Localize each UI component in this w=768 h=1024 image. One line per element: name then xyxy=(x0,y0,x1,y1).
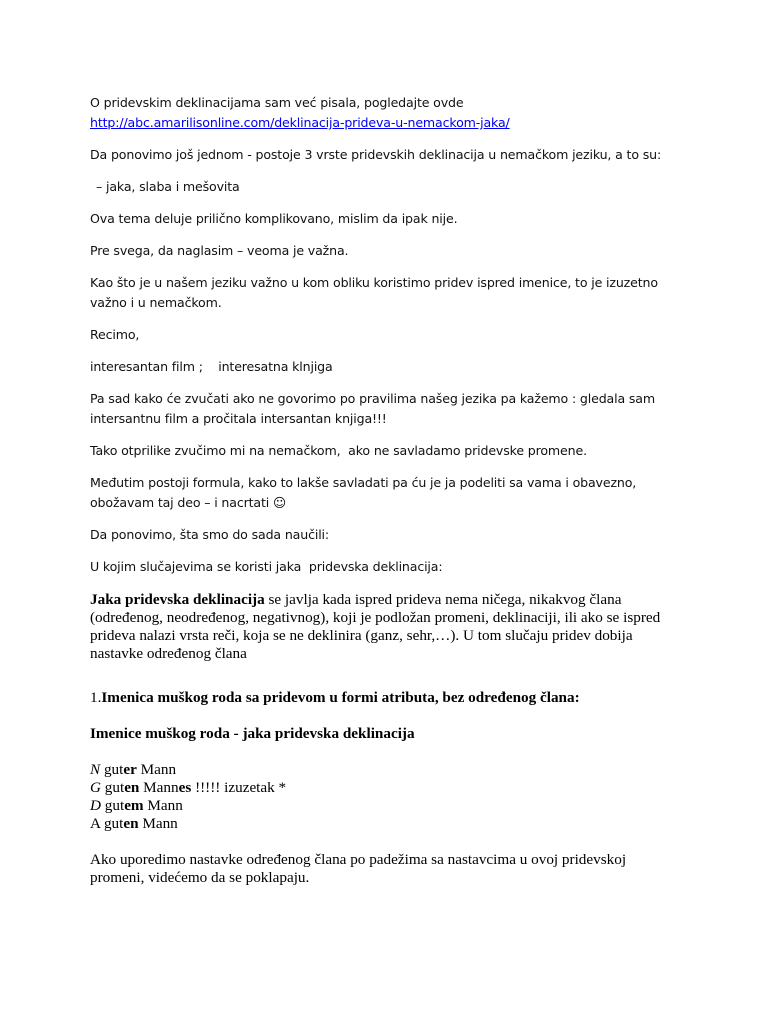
paragraph-compare: Ako uporedimo nastavke određenog člana po padežima sa nastavcima u ovoj pridevskoj promeni, videćemo da se poklapaju. xyxy=(90,851,627,886)
paragraph-types: – jaka, slaba i mešovita xyxy=(96,179,240,194)
paragraph-example: interesantan film ; interesatna klnjiga xyxy=(90,359,333,374)
section-number: 1. xyxy=(90,689,102,706)
subheading-text: Imenice muškog roda - jaka pridevska deklinacija xyxy=(90,725,415,742)
paragraph-roughly: Tako otprilike zvučimo mi na nemačkom, ako ne savladamo pridevske promene. xyxy=(90,443,587,458)
case-label: N xyxy=(90,761,101,778)
paragraph-formula: Međutim postoji formula, kako to lakše savladati pa ću je ja podeliti sa vama i obavezno, obožavam taj deo – i nacrtati ☺ xyxy=(90,475,637,510)
noun: Mann xyxy=(138,815,178,832)
declension-row-accusative xyxy=(90,815,680,833)
adjective-ending: em xyxy=(124,797,144,814)
adjective-stem: gut xyxy=(100,761,124,778)
declension-row-genitive xyxy=(90,779,680,797)
paragraph-learned: Da ponovimo, šta smo do sada naučili: xyxy=(90,527,329,542)
intro-text: O pridevskim deklinacijama sam već pisala, pogledajte ovde xyxy=(90,95,464,110)
noun: Mann xyxy=(143,797,183,814)
paragraph-repeat: Da ponovimo još jednom - postoje 3 vrste pridevskih deklinacija u nemačkom jeziku, a to su: xyxy=(90,147,662,162)
adjective-ending: en xyxy=(124,779,140,796)
strong-declension-definition xyxy=(90,591,680,663)
adjective-stem: gut xyxy=(100,797,125,814)
strong-declension-text: se javlja kada ispred prideva nema ničega, nikakvog člana (određenog, neodređenog, negativnog), koji je podložan promeni, deklinaciji, ili ako se ispred prideva nalazi vrsta reči, koja se ne deklinira (ganz, sehr,…). U tom slučaju pridev dobija nastavke određenog člana xyxy=(90,591,661,662)
intro-paragraph xyxy=(90,93,680,133)
adjective-stem: gut xyxy=(100,815,124,832)
paragraph-important: Pre svega, da naglasim – veoma je važna. xyxy=(90,243,349,258)
noun: Mann xyxy=(139,779,179,796)
declension-link[interactable]: http://abc.amarilisonline.com/deklinacija-prideva-u-nemackom-jaka/ xyxy=(90,115,510,130)
case-label: D xyxy=(90,797,101,814)
paragraph-cases: U kojim slučajevima se koristi jaka pridevska deklinacija: xyxy=(90,559,443,574)
adjective-stem: gut xyxy=(100,779,125,796)
paragraph-say: Recimo, xyxy=(90,327,140,342)
paragraph-language: Kao što je u našem jeziku važno u kom obliku koristimo pridev ispred imenice, to je izuzetno važno i u nemačkom. xyxy=(90,275,658,310)
adjective-ending: er xyxy=(123,761,137,778)
paragraph-sound: Pa sad kako će zvučati ako ne govorimo po pravilima našeg jezika pa kažemo : gledala sam intersantnu film a pročitala intersantan knjiga!!! xyxy=(90,391,655,426)
section-subheading xyxy=(90,725,680,743)
section-title: Imenica muškog roda sa pridevom u formi atributa, bez određenog člana: xyxy=(101,689,580,706)
declension-row-nominative xyxy=(90,761,680,779)
noun: Mann xyxy=(136,761,177,778)
paragraph-topic: Ova tema deluje prilično komplikovano, mislim da ipak nije. xyxy=(90,211,458,226)
case-label: A xyxy=(90,815,101,832)
declension-table xyxy=(90,761,680,833)
document-body xyxy=(90,93,680,887)
section-heading-masculine xyxy=(90,689,680,707)
adjective-ending: en xyxy=(123,815,139,832)
case-label: G xyxy=(90,779,101,796)
declension-row-dative xyxy=(90,797,680,815)
exception-note: !!!!! izuzetak * xyxy=(191,779,287,796)
strong-declension-term: Jaka pridevska deklinacija xyxy=(90,591,265,608)
noun-ending: es xyxy=(178,779,192,796)
